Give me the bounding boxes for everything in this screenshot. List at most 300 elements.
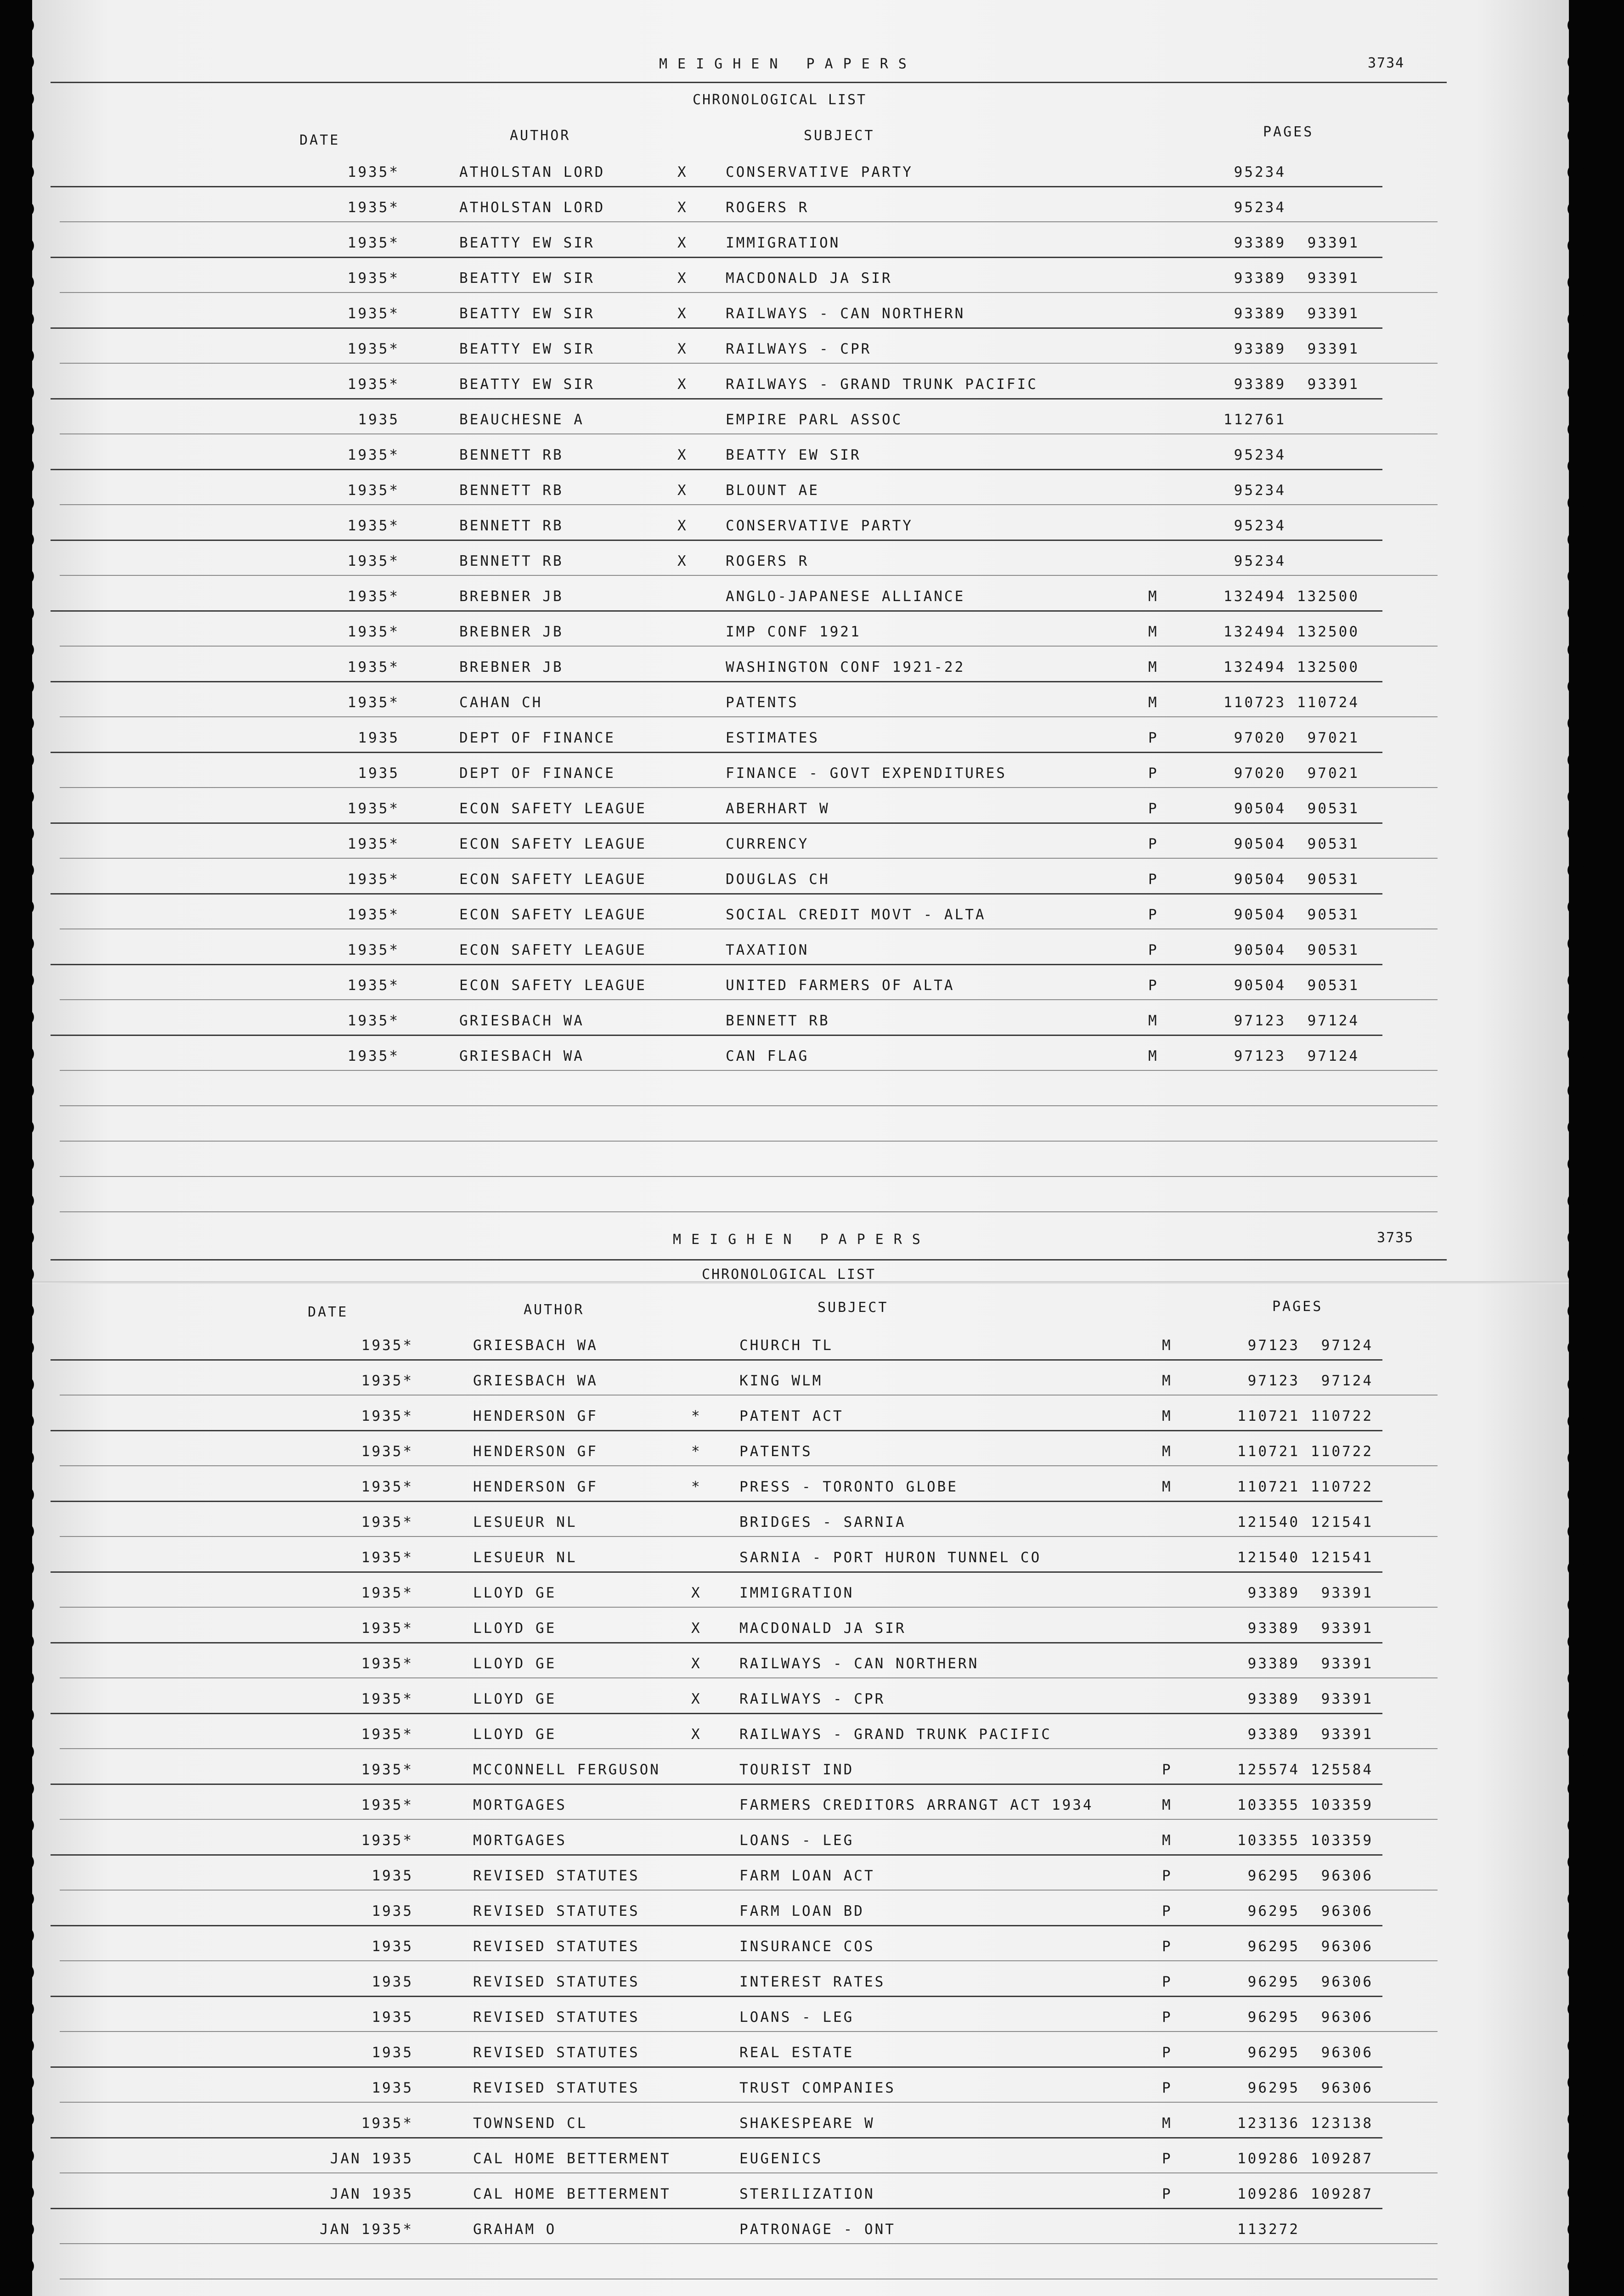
tractor-hole <box>1568 1891 1584 1907</box>
page-start-cell: 97123 <box>1234 1013 1286 1029</box>
author-cell: BEATTY EW SIR <box>459 270 595 287</box>
date-cell: 1935* <box>347 270 400 287</box>
subject-cell: INSURANCE COS <box>739 1938 875 1955</box>
type-cell: P <box>1148 800 1159 817</box>
page-start-cell: 93389 <box>1234 376 1286 393</box>
page-start-cell: 95234 <box>1234 553 1286 569</box>
table-row <box>32 1964 1569 1998</box>
tractor-hole <box>1568 458 1584 474</box>
page-end-cell: 97124 <box>1321 1337 1373 1354</box>
page-start-cell: 93389 <box>1234 270 1286 287</box>
subject-cell: RAILWAYS - CAN NORTHERN <box>726 305 965 322</box>
subject-cell: WASHINGTON CONF 1921-22 <box>726 659 965 675</box>
mark-cell: * <box>691 1443 702 1460</box>
author-cell: TOWNSEND CL <box>473 2115 588 2132</box>
table-row <box>32 1539 1569 1574</box>
page-start-cell: 113272 <box>1237 2221 1300 2238</box>
tractor-hole <box>17 348 34 364</box>
table-row <box>32 1433 1569 1468</box>
tractor-hole <box>17 1744 34 1760</box>
table-row <box>32 2176 1569 2211</box>
tractor-hole <box>1568 1780 1584 1797</box>
subject-cell: LOANS - LEG <box>739 1832 854 1849</box>
date-cell: 1935* <box>347 906 400 923</box>
subject-cell: ABERHART W <box>726 800 830 817</box>
type-cell: M <box>1162 1797 1173 1813</box>
type-cell: P <box>1148 942 1159 958</box>
subject-cell: BEATTY EW SIR <box>726 447 861 463</box>
date-cell: 1935* <box>347 588 400 605</box>
tractor-hole <box>17 1046 34 1062</box>
type-cell: M <box>1148 588 1159 605</box>
row-rule <box>60 1395 1438 1396</box>
type-cell: P <box>1162 1938 1173 1955</box>
tractor-hole <box>17 825 34 842</box>
page-start-cell: 95234 <box>1234 482 1286 499</box>
table-row <box>32 1681 1569 1716</box>
date-cell: JAN 1935 <box>330 2186 413 2202</box>
page-start-cell: 90504 <box>1234 942 1286 958</box>
author-cell: REVISED STATUTES <box>473 2009 640 2026</box>
tractor-hole <box>17 90 34 107</box>
mark-cell: X <box>677 518 688 534</box>
mark-cell: X <box>691 1585 702 1601</box>
tractor-hole <box>17 899 34 915</box>
page-end-cell: 132500 <box>1297 588 1359 605</box>
date-cell: 1935* <box>347 235 400 251</box>
row-rule <box>51 1359 1382 1361</box>
date-cell: 1935* <box>361 1549 413 1566</box>
tractor-hole <box>17 2221 34 2238</box>
author-cell: LESUEUR NL <box>473 1549 577 1566</box>
subject-cell: EMPIRE PARL ASSOC <box>726 411 903 428</box>
page-end-cell: 90531 <box>1307 871 1359 888</box>
page-start-cell: 90504 <box>1234 977 1286 994</box>
subject-cell: ROGERS R <box>726 199 809 216</box>
author-cell: BEATTY EW SIR <box>459 376 595 393</box>
subject-cell: CONSERVATIVE PARTY <box>726 518 913 534</box>
page-start-cell: 109286 <box>1237 2150 1300 2167</box>
table-row <box>32 1575 1569 1609</box>
date-cell: 1935* <box>361 1620 413 1637</box>
page-title: MEIGHEN PAPERS <box>673 1232 930 1248</box>
type-cell: M <box>1148 1013 1159 1029</box>
tractor-hole <box>17 972 34 989</box>
tractor-hole <box>17 1229 34 1246</box>
subject-cell: UNITED FARMERS OF ALTA <box>726 977 955 994</box>
date-cell: 1935 <box>372 2080 413 2096</box>
page-end-cell: 90531 <box>1307 906 1359 923</box>
row-rule <box>60 2243 1438 2244</box>
row-rule <box>60 1819 1438 1820</box>
page-end-cell: 93391 <box>1307 305 1359 322</box>
page-start-cell: 132494 <box>1224 659 1286 675</box>
page-end-cell: 110722 <box>1311 1408 1373 1424</box>
tractor-hole <box>1568 788 1584 805</box>
tractor-hole <box>1568 2111 1584 2127</box>
table-row <box>32 2105 1569 2140</box>
date-cell: 1935* <box>361 1832 413 1849</box>
page-end-cell: 121541 <box>1311 1514 1373 1531</box>
table-row <box>32 2211 1569 2246</box>
date-cell: 1935* <box>361 1514 413 1531</box>
page-end-cell: 93391 <box>1307 235 1359 251</box>
date-cell: 1935* <box>347 1013 400 1029</box>
tractor-hole <box>17 127 34 144</box>
tractor-hole <box>1568 54 1584 70</box>
tractor-hole <box>17 1523 34 1540</box>
mark-cell: * <box>691 1479 702 1495</box>
subject-cell: SOCIAL CREDIT MOVT - ALTA <box>726 906 986 923</box>
page-start-cell: 112761 <box>1224 411 1286 428</box>
tractor-hole <box>17 715 34 732</box>
column-header-pages: PAGES <box>1263 124 1314 140</box>
page-end-cell: 123138 <box>1311 2115 1373 2132</box>
date-cell: 1935* <box>347 871 400 888</box>
tractor-hole <box>17 1964 34 1981</box>
author-cell: CAHAN CH <box>459 694 543 711</box>
row-rule <box>60 1607 1438 1608</box>
tractor-hole <box>1568 1744 1584 1760</box>
author-cell: ECON SAFETY LEAGUE <box>459 906 647 923</box>
subject-cell: ROGERS R <box>726 553 809 569</box>
author-cell: BENNETT RB <box>459 518 564 534</box>
tractor-hole <box>1568 384 1584 401</box>
tractor-hole <box>1568 899 1584 915</box>
tractor-hole <box>17 384 34 401</box>
subject-cell: RAILWAYS - GRAND TRUNK PACIFIC <box>726 376 1038 393</box>
column-header-subject: SUBJECT <box>818 1300 889 1316</box>
page-start-cell: 97020 <box>1234 765 1286 782</box>
tractor-hole <box>17 531 34 548</box>
tractor-hole <box>1568 1854 1584 1870</box>
row-rule <box>60 1536 1438 1537</box>
page-end-cell: 132500 <box>1297 659 1359 675</box>
date-cell: 1935* <box>361 1337 413 1354</box>
date-cell: 1935* <box>361 1655 413 1672</box>
tractor-hole <box>1568 1707 1584 1723</box>
tractor-hole <box>1568 495 1584 511</box>
date-cell: JAN 1935* <box>320 2221 413 2238</box>
subject-cell: MACDONALD JA SIR <box>739 1620 906 1637</box>
type-cell: M <box>1148 1048 1159 1064</box>
tractor-hole <box>17 2074 34 2091</box>
tractor-hole <box>1568 1633 1584 1650</box>
subject-cell: TAXATION <box>726 942 809 958</box>
page-start-cell: 90504 <box>1234 906 1286 923</box>
tractor-hole <box>1568 1266 1584 1283</box>
page-end-cell: 96306 <box>1321 1868 1373 1884</box>
author-cell: REVISED STATUTES <box>473 1868 640 1884</box>
tractor-hole <box>17 495 34 511</box>
tractor-hole <box>1568 2258 1584 2274</box>
page-start-cell: 93389 <box>1247 1585 1300 1601</box>
table-row <box>32 1645 1569 1680</box>
row-rule <box>51 1784 1382 1785</box>
type-cell: P <box>1148 836 1159 852</box>
date-cell: 1935 <box>372 1903 413 1919</box>
tractor-hole <box>17 605 34 621</box>
table-row <box>32 1928 1569 1963</box>
tractor-hole <box>17 752 34 768</box>
date-cell: 1935* <box>347 836 400 852</box>
page-end-cell: 90531 <box>1307 800 1359 817</box>
row-rule <box>60 2031 1438 2032</box>
tractor-hole <box>17 237 34 254</box>
date-cell: 1935* <box>347 800 400 817</box>
date-cell: 1935* <box>347 659 400 675</box>
page-subtitle: CHRONOLOGICAL LIST <box>693 92 867 108</box>
page-end-cell: 93391 <box>1321 1585 1373 1601</box>
subject-cell: PATENTS <box>739 1443 812 1460</box>
author-cell: MORTGAGES <box>473 1832 567 1849</box>
author-cell: BENNETT RB <box>459 553 564 569</box>
page-start-cell: 95234 <box>1234 447 1286 463</box>
row-rule <box>51 1925 1382 1926</box>
tractor-hole <box>1568 1193 1584 1209</box>
subject-cell: MACDONALD JA SIR <box>726 270 892 287</box>
tractor-hole <box>17 17 34 34</box>
author-cell: REVISED STATUTES <box>473 1974 640 1990</box>
tractor-hole <box>17 1376 34 1393</box>
date-cell: 1935* <box>347 376 400 393</box>
page-end-cell: 93391 <box>1321 1620 1373 1637</box>
tractor-hole <box>1568 1597 1584 1613</box>
table-row <box>32 1751 1569 1786</box>
page-start-cell: 97123 <box>1247 1337 1300 1354</box>
table-row <box>32 2070 1569 2105</box>
author-cell: BREBNER JB <box>459 659 564 675</box>
date-cell: 1935 <box>358 730 400 746</box>
author-cell: HENDERSON GF <box>473 1479 598 1495</box>
table-row <box>32 1893 1569 1928</box>
subject-cell: ESTIMATES <box>726 730 819 746</box>
page-start-cell: 121540 <box>1237 1549 1300 1566</box>
tractor-hole <box>1568 2001 1584 2017</box>
page-start-cell: 95234 <box>1234 164 1286 180</box>
author-cell: GRIESBACH WA <box>459 1048 584 1064</box>
type-cell: P <box>1148 977 1159 994</box>
date-cell: 1935 <box>358 411 400 428</box>
tractor-hole <box>1568 237 1584 254</box>
row-rule <box>60 2172 1438 2173</box>
tractor-hole <box>17 1707 34 1723</box>
date-cell: 1935* <box>347 624 400 640</box>
page-end-cell: 90531 <box>1307 836 1359 852</box>
page-start-cell: 110721 <box>1237 1479 1300 1495</box>
row-rule <box>60 1465 1438 1466</box>
tractor-hole <box>17 201 34 217</box>
row-rule <box>51 1713 1382 1714</box>
author-cell: BEATTY EW SIR <box>459 235 595 251</box>
tractor-hole <box>1568 862 1584 878</box>
tractor-hole <box>1568 2037 1584 2054</box>
subject-cell: RAILWAYS - CPR <box>726 341 872 357</box>
page-end-cell: 121541 <box>1311 1549 1373 1566</box>
author-cell: BEATTY EW SIR <box>459 341 595 357</box>
author-cell: HENDERSON GF <box>473 1443 598 1460</box>
date-cell: 1935* <box>361 1761 413 1778</box>
subject-cell: INTEREST RATES <box>739 1974 885 1990</box>
page-start-cell: 96295 <box>1247 2044 1300 2061</box>
tractor-hole <box>17 788 34 805</box>
tractor-hole <box>17 1156 34 1172</box>
page-end-cell: 93391 <box>1321 1726 1373 1743</box>
page-end-cell: 110722 <box>1311 1443 1373 1460</box>
table-row <box>32 1787 1569 1822</box>
subject-cell: DOUGLAS CH <box>726 871 830 888</box>
subject-cell: CURRENCY <box>726 836 809 852</box>
subject-cell: FARM LOAN ACT <box>739 1868 875 1884</box>
type-cell: P <box>1162 2009 1173 2026</box>
printout-page <box>32 0 1569 2238</box>
author-cell: GRAHAM O <box>473 2221 557 2238</box>
author-cell: LESUEUR NL <box>473 1514 577 1531</box>
date-cell: 1935* <box>361 1585 413 1601</box>
page-subtitle: CHRONOLOGICAL LIST <box>702 1266 876 1283</box>
row-rule <box>60 1211 1438 1212</box>
tractor-hole <box>1568 127 1584 144</box>
page-start-cell: 96295 <box>1247 1974 1300 1990</box>
page-end-cell: 93391 <box>1321 1655 1373 1672</box>
date-cell: 1935* <box>347 305 400 322</box>
tractor-hole <box>1568 531 1584 548</box>
author-cell: BEAUCHESNE A <box>459 411 584 428</box>
page-start-cell: 93389 <box>1247 1691 1300 1707</box>
mark-cell: X <box>677 164 688 180</box>
row-rule <box>60 1890 1438 1891</box>
page-start-cell: 103355 <box>1237 1832 1300 1849</box>
tractor-hole <box>17 1339 34 1356</box>
page-start-cell: 96295 <box>1247 2009 1300 2026</box>
date-cell: 1935* <box>361 1691 413 1707</box>
tractor-hole <box>1568 1339 1584 1356</box>
tractor-hole <box>17 311 34 327</box>
tractor-hole <box>1568 164 1584 180</box>
mark-cell: X <box>677 270 688 287</box>
tractor-hole <box>17 1891 34 1907</box>
subject-cell: PATENT ACT <box>739 1408 844 1424</box>
subject-cell: CHURCH TL <box>739 1337 833 1354</box>
page-end-cell: 93391 <box>1307 270 1359 287</box>
page-end-cell: 96306 <box>1321 2044 1373 2061</box>
tractor-hole <box>1568 421 1584 438</box>
page-start-cell: 97020 <box>1234 730 1286 746</box>
page-start-cell: 90504 <box>1234 836 1286 852</box>
tractor-hole <box>17 1082 34 1099</box>
date-cell: 1935* <box>361 1408 413 1424</box>
tractor-hole <box>1568 605 1584 621</box>
row-rule <box>51 1996 1382 1997</box>
date-cell: 1935* <box>347 942 400 958</box>
date-cell: 1935* <box>347 447 400 463</box>
type-cell: P <box>1162 1868 1173 1884</box>
page-end-cell: 103359 <box>1311 1797 1373 1813</box>
row-rule <box>51 1430 1382 1431</box>
column-header-date: DATE <box>308 1304 349 1320</box>
tractor-hole <box>1568 678 1584 695</box>
tractor-hole <box>1568 2221 1584 2238</box>
tractor-hole <box>1568 1046 1584 1062</box>
tractor-hole <box>1568 1486 1584 1503</box>
subject-cell: ANGLO-JAPANESE ALLIANCE <box>726 588 965 605</box>
tractor-hole <box>1568 642 1584 658</box>
tractor-hole <box>17 54 34 70</box>
type-cell: M <box>1162 1479 1173 1495</box>
date-cell: 1935* <box>361 1797 413 1813</box>
tractor-hole <box>1568 752 1584 768</box>
tractor-hole <box>17 2258 34 2274</box>
page-end-cell: 110724 <box>1297 694 1359 711</box>
type-cell: P <box>1148 730 1159 746</box>
page-start-cell: 121540 <box>1237 1514 1300 1531</box>
type-cell: P <box>1162 2150 1173 2167</box>
page-end-cell: 132500 <box>1297 624 1359 640</box>
page-end-cell: 110722 <box>1311 1479 1373 1495</box>
subject-cell: FARM LOAN BD <box>739 1903 864 1919</box>
type-cell: P <box>1162 2186 1173 2202</box>
page-end-cell: 97124 <box>1321 1373 1373 1389</box>
type-cell: M <box>1162 1373 1173 1389</box>
tractor-hole <box>1568 348 1584 364</box>
mark-cell: X <box>677 341 688 357</box>
author-cell: REVISED STATUTES <box>473 1903 640 1919</box>
author-cell: CAL HOME BETTERMENT <box>473 2186 671 2202</box>
date-cell: 1935 <box>372 1868 413 1884</box>
page-end-cell: 97124 <box>1307 1048 1359 1064</box>
date-cell: 1935* <box>347 553 400 569</box>
mark-cell: X <box>677 447 688 463</box>
tractor-hole <box>17 1597 34 1613</box>
subject-cell: TRUST COMPANIES <box>739 2080 896 2096</box>
row-rule <box>51 1571 1382 1573</box>
tractor-hole <box>1568 1119 1584 1136</box>
subject-cell: CONSERVATIVE PARTY <box>726 164 913 180</box>
tractor-hole <box>1568 1964 1584 1981</box>
row-rule <box>51 1854 1382 1856</box>
page-start-cell: 103355 <box>1237 1797 1300 1813</box>
type-cell: P <box>1162 1974 1173 1990</box>
page-start-cell: 90504 <box>1234 800 1286 817</box>
row-rule <box>51 1501 1382 1502</box>
column-header-subject: SUBJECT <box>804 128 875 144</box>
type-cell: P <box>1148 871 1159 888</box>
author-cell: MORTGAGES <box>473 1797 567 1813</box>
type-cell: M <box>1148 624 1159 640</box>
row-rule <box>60 1748 1438 1749</box>
mark-cell: X <box>677 553 688 569</box>
tractor-hole <box>17 862 34 878</box>
type-cell: P <box>1162 2044 1173 2061</box>
page-end-cell: 90531 <box>1307 942 1359 958</box>
page-start-cell: 110721 <box>1237 1408 1300 1424</box>
page-start-cell: 109286 <box>1237 2186 1300 2202</box>
date-cell: 1935 <box>372 2009 413 2026</box>
tractor-hole <box>1568 972 1584 989</box>
row-rule <box>51 2208 1382 2209</box>
tractor-hole <box>17 2037 34 2054</box>
table-row <box>32 1822 1569 1857</box>
table-row <box>32 1999 1569 2034</box>
tractor-hole <box>17 1486 34 1503</box>
page-end-cell: 97021 <box>1307 765 1359 782</box>
page-title: MEIGHEN PAPERS <box>659 56 917 72</box>
subject-cell: SHAKESPEARE W <box>739 2115 875 2132</box>
tractor-hole <box>1568 825 1584 842</box>
subject-cell: TOURIST IND <box>739 1761 854 1778</box>
tractor-hole <box>17 568 34 585</box>
author-cell: REVISED STATUTES <box>473 2080 640 2096</box>
